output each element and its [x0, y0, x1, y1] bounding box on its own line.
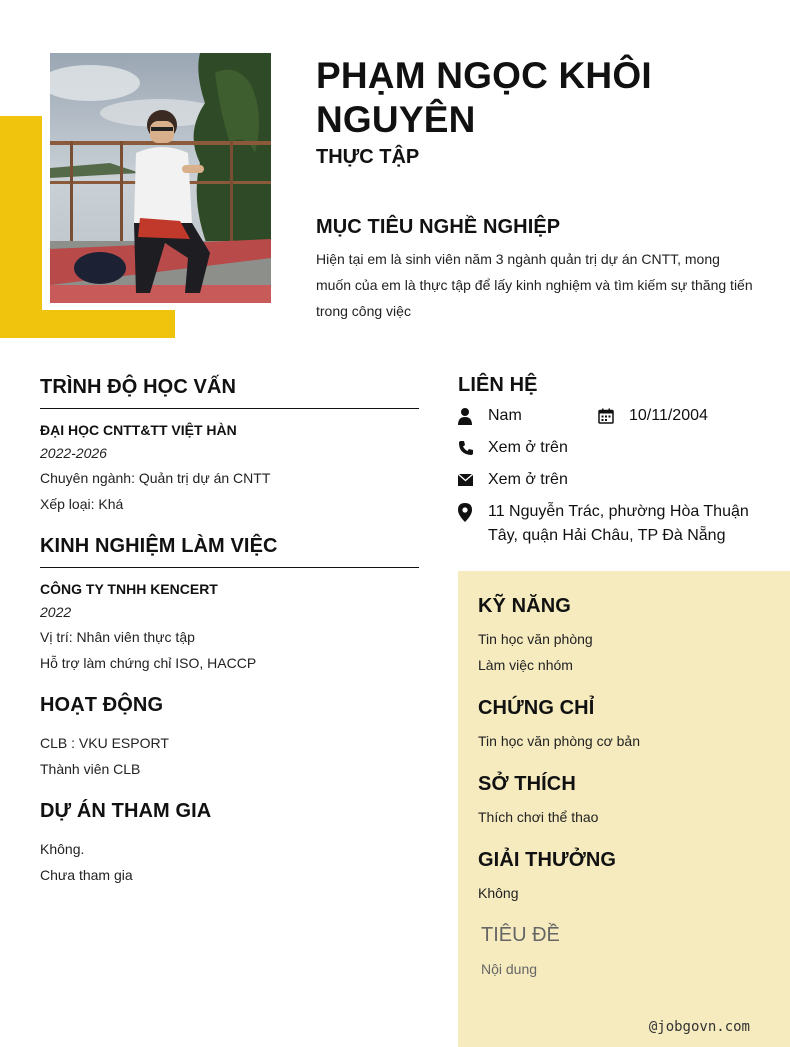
activities-line1: CLB : VKU ESPORT — [40, 735, 169, 751]
awards-title: GIẢI THƯỞNG — [478, 849, 617, 871]
accent-bar-horizontal — [0, 310, 175, 338]
mail-icon — [458, 468, 488, 492]
certificates-line1: Tin học văn phòng cơ bản — [478, 733, 640, 749]
accent-bar-vertical — [0, 116, 42, 338]
contact-email — [458, 468, 758, 492]
skills-title: KỸ NĂNG — [478, 595, 571, 617]
activities-line2: Thành viên CLB — [40, 761, 141, 777]
contact-address — [458, 500, 758, 548]
contact-phone — [458, 436, 758, 460]
contact-email-text: Xem ở trên — [488, 471, 568, 488]
projects-line1: Không. — [40, 841, 85, 857]
education-rank: Xếp loại: Khá — [40, 496, 124, 512]
hobbies-line1: Thích chơi thể thao — [478, 809, 599, 825]
experience-year: 2022 — [40, 604, 72, 620]
activities-title: HOẠT ĐỘNG — [40, 694, 164, 716]
experience-position: Vị trí: Nhân viên thực tập — [40, 629, 195, 645]
hobbies-title: SỞ THÍCH — [478, 773, 576, 795]
experience-divider — [40, 567, 419, 568]
candidate-role: THỰC TẬP — [316, 146, 420, 168]
contact-gender — [458, 404, 588, 428]
calendar-icon — [598, 404, 629, 428]
contact-address-text: 11 Nguyễn Trác, phường Hòa Thuận Tây, quận Hải Châu, TP Đà Nẵng — [488, 503, 749, 544]
education-school: ĐẠI HỌC CNTT&TT VIỆT HÀN — [40, 422, 237, 438]
education-major: Chuyên ngành: Quản trị dự án CNTT — [40, 470, 271, 486]
projects-line2: Chưa tham gia — [40, 867, 133, 883]
projects-title: DỰ ÁN THAM GIA — [40, 800, 212, 822]
education-years: 2022-2026 — [40, 445, 107, 461]
experience-company: CÔNG TY TNHH KENCERT — [40, 581, 218, 597]
contact-birthday — [598, 404, 768, 428]
extra-title: TIÊU ĐỀ — [481, 924, 560, 946]
profile-photo — [50, 53, 271, 303]
watermark: @jobgovn.com — [648, 1019, 750, 1035]
right-panel — [458, 571, 790, 1047]
person-icon — [458, 404, 488, 428]
goal-text: Hiện tại em là sinh viên năm 3 ngành quản trị dự án CNTT, mong muốn của em là thực tập để lấy kinh nghiệm và tìm kiếm sự thăng tiến trong công việc — [316, 251, 753, 319]
location-pin-icon — [458, 500, 488, 524]
skills-line2: Làm việc nhóm — [478, 657, 573, 673]
contact-phone-text: Xem ở trên — [488, 439, 568, 456]
skills-line1: Tin học văn phòng — [478, 631, 593, 647]
experience-task: Hỗ trợ làm chứng chỉ ISO, HACCP — [40, 655, 257, 671]
contact-gender-text: Nam — [488, 407, 522, 424]
phone-icon — [458, 436, 488, 460]
extra-content: Nội dung — [481, 961, 538, 977]
education-divider — [40, 408, 419, 409]
contact-birthday-text: 10/11/2004 — [629, 407, 708, 424]
awards-line1: Không — [478, 885, 519, 901]
education-title: TRÌNH ĐỘ HỌC VẤN — [40, 376, 237, 398]
goal-title: MỤC TIÊU NGHỀ NGHIỆP — [316, 216, 561, 238]
contact-title: LIÊN HỆ — [458, 374, 538, 396]
candidate-name: PHẠM NGỌC KHÔI NGUYÊN — [316, 55, 652, 140]
certificates-title: CHỨNG CHỈ — [478, 697, 595, 719]
experience-title: KINH NGHIỆM LÀM VIỆC — [40, 535, 278, 557]
